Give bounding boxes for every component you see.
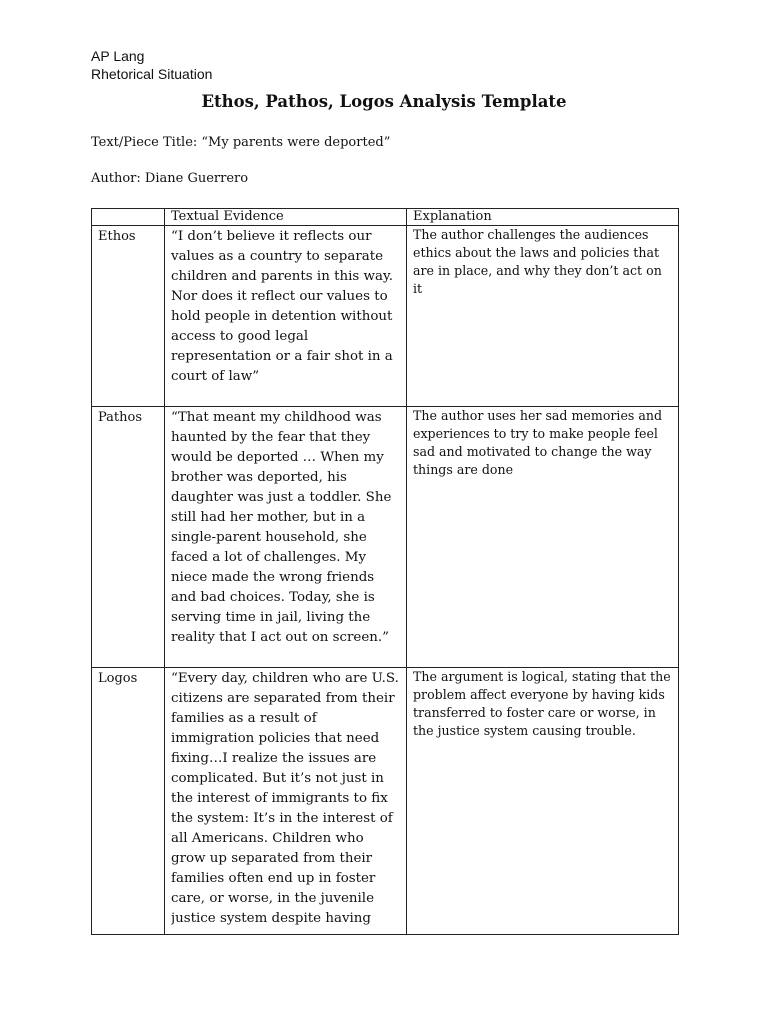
explanation-ethos: The author challenges the audiences ethics about the laws and policies that are in place, and why they don’t act on it [407, 226, 679, 407]
table-header-row [92, 209, 679, 226]
evidence-ethos: “I don’t believe it reflects our values as a country to separate children and parents in this way. Nor does it reflect our values to hold people in detention without access to good legal representation or a fair shot in a court of law” [165, 226, 407, 407]
explanation-pathos: The author uses her sad memories and experiences to try to make people feel sad and motivated to change the way things are done [407, 407, 679, 668]
table-row-ethos [92, 226, 679, 407]
header-cell-label [92, 209, 165, 226]
row-label-logos: Logos [92, 668, 165, 935]
explanation-logos: The argument is logical, stating that the problem affect everyone by having kids transferred to foster care or worse, in the justice system causing trouble. [407, 668, 679, 935]
author-line: Author: Diane Guerrero [91, 171, 249, 186]
evidence-pathos: “That meant my childhood was haunted by the fear that they would be deported … When my brother was deported, his daughter was just a toddler. She still had her mother, but in a single-parent household, she faced a lot of challenges. My niece made the wrong friends and bad choices. Today, she is serving time in jail, living the reality that I act out on screen.” [165, 407, 407, 668]
unit-name: Rhetorical Situation [91, 66, 213, 82]
table-row-logos [92, 668, 679, 935]
analysis-table [91, 208, 679, 935]
header-cell-explanation: Explanation [407, 209, 679, 226]
page-title: Ethos, Pathos, Logos Analysis Template [201, 92, 567, 111]
row-label-ethos: Ethos [92, 226, 165, 407]
table-row-pathos [92, 407, 679, 668]
evidence-logos-cell [165, 668, 407, 935]
evidence-logos: “Every day, children who are U.S. citizens are separated from their families as a result of immigration policies that need fixing…I realize the issues are complicated. But it’s not just in the interest of immigrants to fix the system: It’s in the interest of all Americans. Children who grow up separated from their families often end up in foster care, or worse, in the juvenile justice system despite having [171, 671, 399, 926]
course-name: AP Lang [91, 48, 145, 64]
row-label-pathos: Pathos [92, 407, 165, 668]
header-cell-evidence: Textual Evidence [165, 209, 407, 226]
text-title-line: Text/Piece Title: “My parents were deported” [91, 135, 391, 150]
